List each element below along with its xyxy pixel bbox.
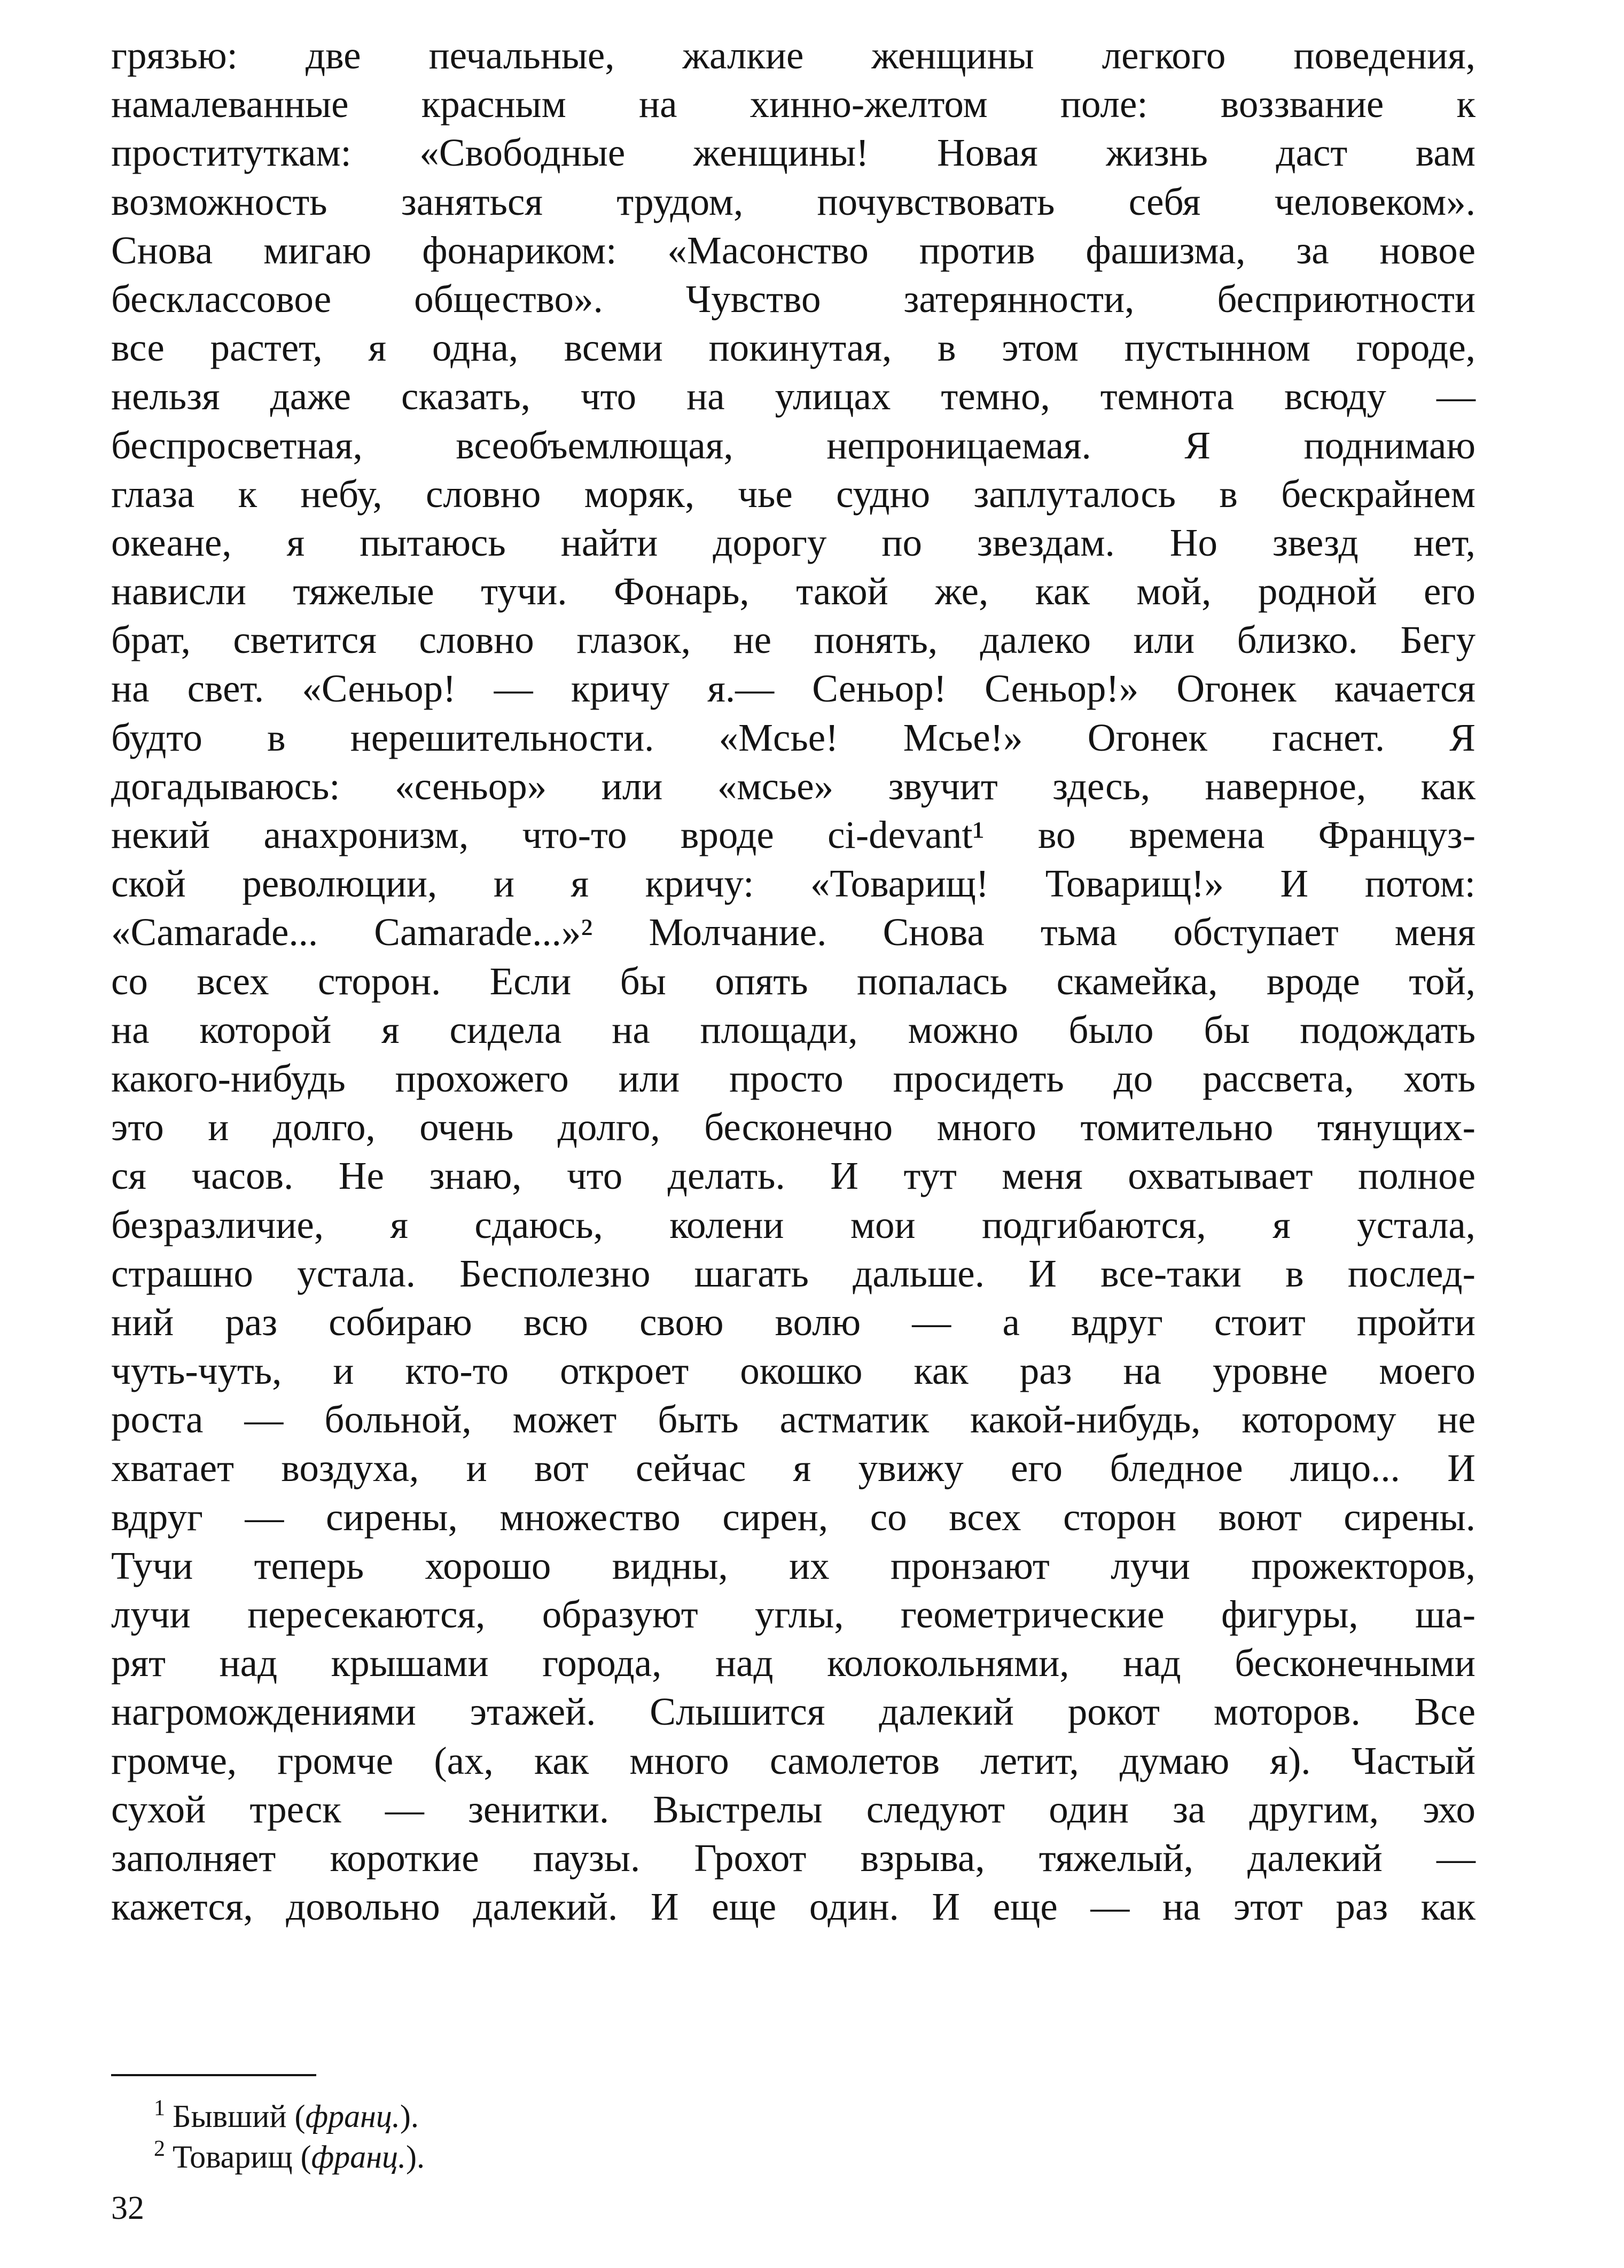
main-text [111,31,1475,1931]
text-line: на которой я сидела на площади, можно было бы подождать [111,1008,1475,1051]
footnotes [154,2088,902,2175]
footnote-2 [154,2129,902,2175]
footnote-close: ). [405,2139,425,2175]
text-line: страшно устала. Бесполезно шагать дальше. И все-таки в послед- [111,1251,1475,1295]
page-number: 32 [111,2190,144,2226]
text-line: лучи пересекаются, образуют углы, геометрические фигуры, ша- [111,1593,1475,1636]
footnote-text: Товарищ ( [173,2139,311,2175]
text-line: Тучи теперь хорошо видны, их пронзают лучи прожекторов, [111,1544,1475,1587]
text-line: будто в нерешительности. «Мсье! Мсье!» Огонек гаснет. Я [111,715,1475,759]
text-line: проституткам: «Свободные женщины! Новая жизнь даст вам [111,131,1475,175]
text-line: кажется, довольно далекий. И еще один. И еще — на этот раз как [111,1885,1475,1929]
text-line: брат, светится словно глазок, не понять, далеко или близко. Бегу [111,618,1475,662]
text-line: чуть-чуть, и кто-то откроет окошко как раз на уровне моего [111,1349,1475,1393]
text-line: глаза к небу, словно моряк, чье судно заплуталось в бескрайнем [111,472,1475,516]
text-line: «Camarade... Camarade...»² Молчание. Снова тьма обступает меня [111,910,1475,954]
text-line: рят над крышами города, над колокольнями, над бесконечными [111,1641,1475,1685]
text-line: догадываюсь: «сеньор» или «мсье» звучит здесь, наверное, как [111,764,1475,808]
text-line: некий анахронизм, что-то вроде ci-devant¹ во времена Француз- [111,813,1475,856]
text-line: нагромождениями этажей. Слышится далекий рокот моторов. Все [111,1690,1475,1734]
text-line: роста — больной, может быть астматик какой-нибудь, которому не [111,1398,1475,1441]
text-line: громче, громче (ах, как много самолетов летит, думаю я). Частый [111,1739,1475,1782]
footnote-mark: 1 [154,2096,165,2121]
text-line: безразличие, я сдаюсь, колени мои подгибаются, я устала, [111,1203,1475,1246]
footnote-italic: франц. [311,2139,406,2175]
text-line: вдруг — сирены, множество сирен, со всех сторон воют сирены. [111,1495,1475,1539]
text-line: со всех сторон. Если бы опять попалась скамейка, вроде той, [111,959,1475,1003]
footnote-close: ). [400,2099,419,2134]
text-line: нависли тяжелые тучи. Фонарь, такой же, как мой, родной его [111,570,1475,613]
text-line: нельзя даже сказать, что на улицах темно, темнота всюду — [111,375,1475,418]
footnote-mark: 2 [154,2137,165,2161]
text-line: это и долго, очень долго, бесконечно много томительно тянущих- [111,1105,1475,1149]
text-line: намалеванные красным на хинно-желтом поле: воззвание к [111,82,1475,126]
text-line: сухой треск — зенитки. Выстрелы следуют один за другим, эхо [111,1787,1475,1831]
text-line: беспросветная, всеобъемлющая, непроницаемая. Я поднимаю [111,423,1475,467]
text-line: возможность заняться трудом, почувствовать себя человеком». [111,180,1475,223]
text-line: бесклассовое общество». Чувство затерянности, бесприютности [111,277,1475,321]
footnote-text: Бывший ( [173,2099,306,2134]
text-line: заполняет короткие паузы. Грохот взрыва, тяжелый, далекий — [111,1836,1475,1880]
text-line: все растет, я одна, всеми покинутая, в этом пустынном городе, [111,326,1475,370]
footnote-1 [154,2088,902,2134]
footnote-divider [111,2074,316,2076]
text-line: какого-нибудь прохожего или просто просидеть до рассвета, хоть [111,1056,1475,1100]
text-line: на свет. «Сеньор! — кричу я.— Сеньор! Сеньор!» Огонек качается [111,667,1475,711]
text-line: ся часов. Не знаю, что делать. И тут меня охватывает полное [111,1154,1475,1198]
text-line: хватает воздуха, и вот сейчас я увижу его бледное лицо... И [111,1446,1475,1490]
text-line: океане, я пытаюсь найти дорогу по звездам. Но звезд нет, [111,520,1475,564]
footnote-italic: франц. [305,2099,400,2134]
text-line: ний раз собираю всю свою волю — а вдруг стоит пройти [111,1300,1475,1344]
text-line: ской революции, и я кричу: «Товарищ! Товарищ!» И потом: [111,862,1475,906]
text-line: Снова мигаю фонариком: «Масонство против фашизма, за новое [111,228,1475,272]
text-line: грязью: две печальные, жалкие женщины легкого поведения, [111,34,1475,77]
